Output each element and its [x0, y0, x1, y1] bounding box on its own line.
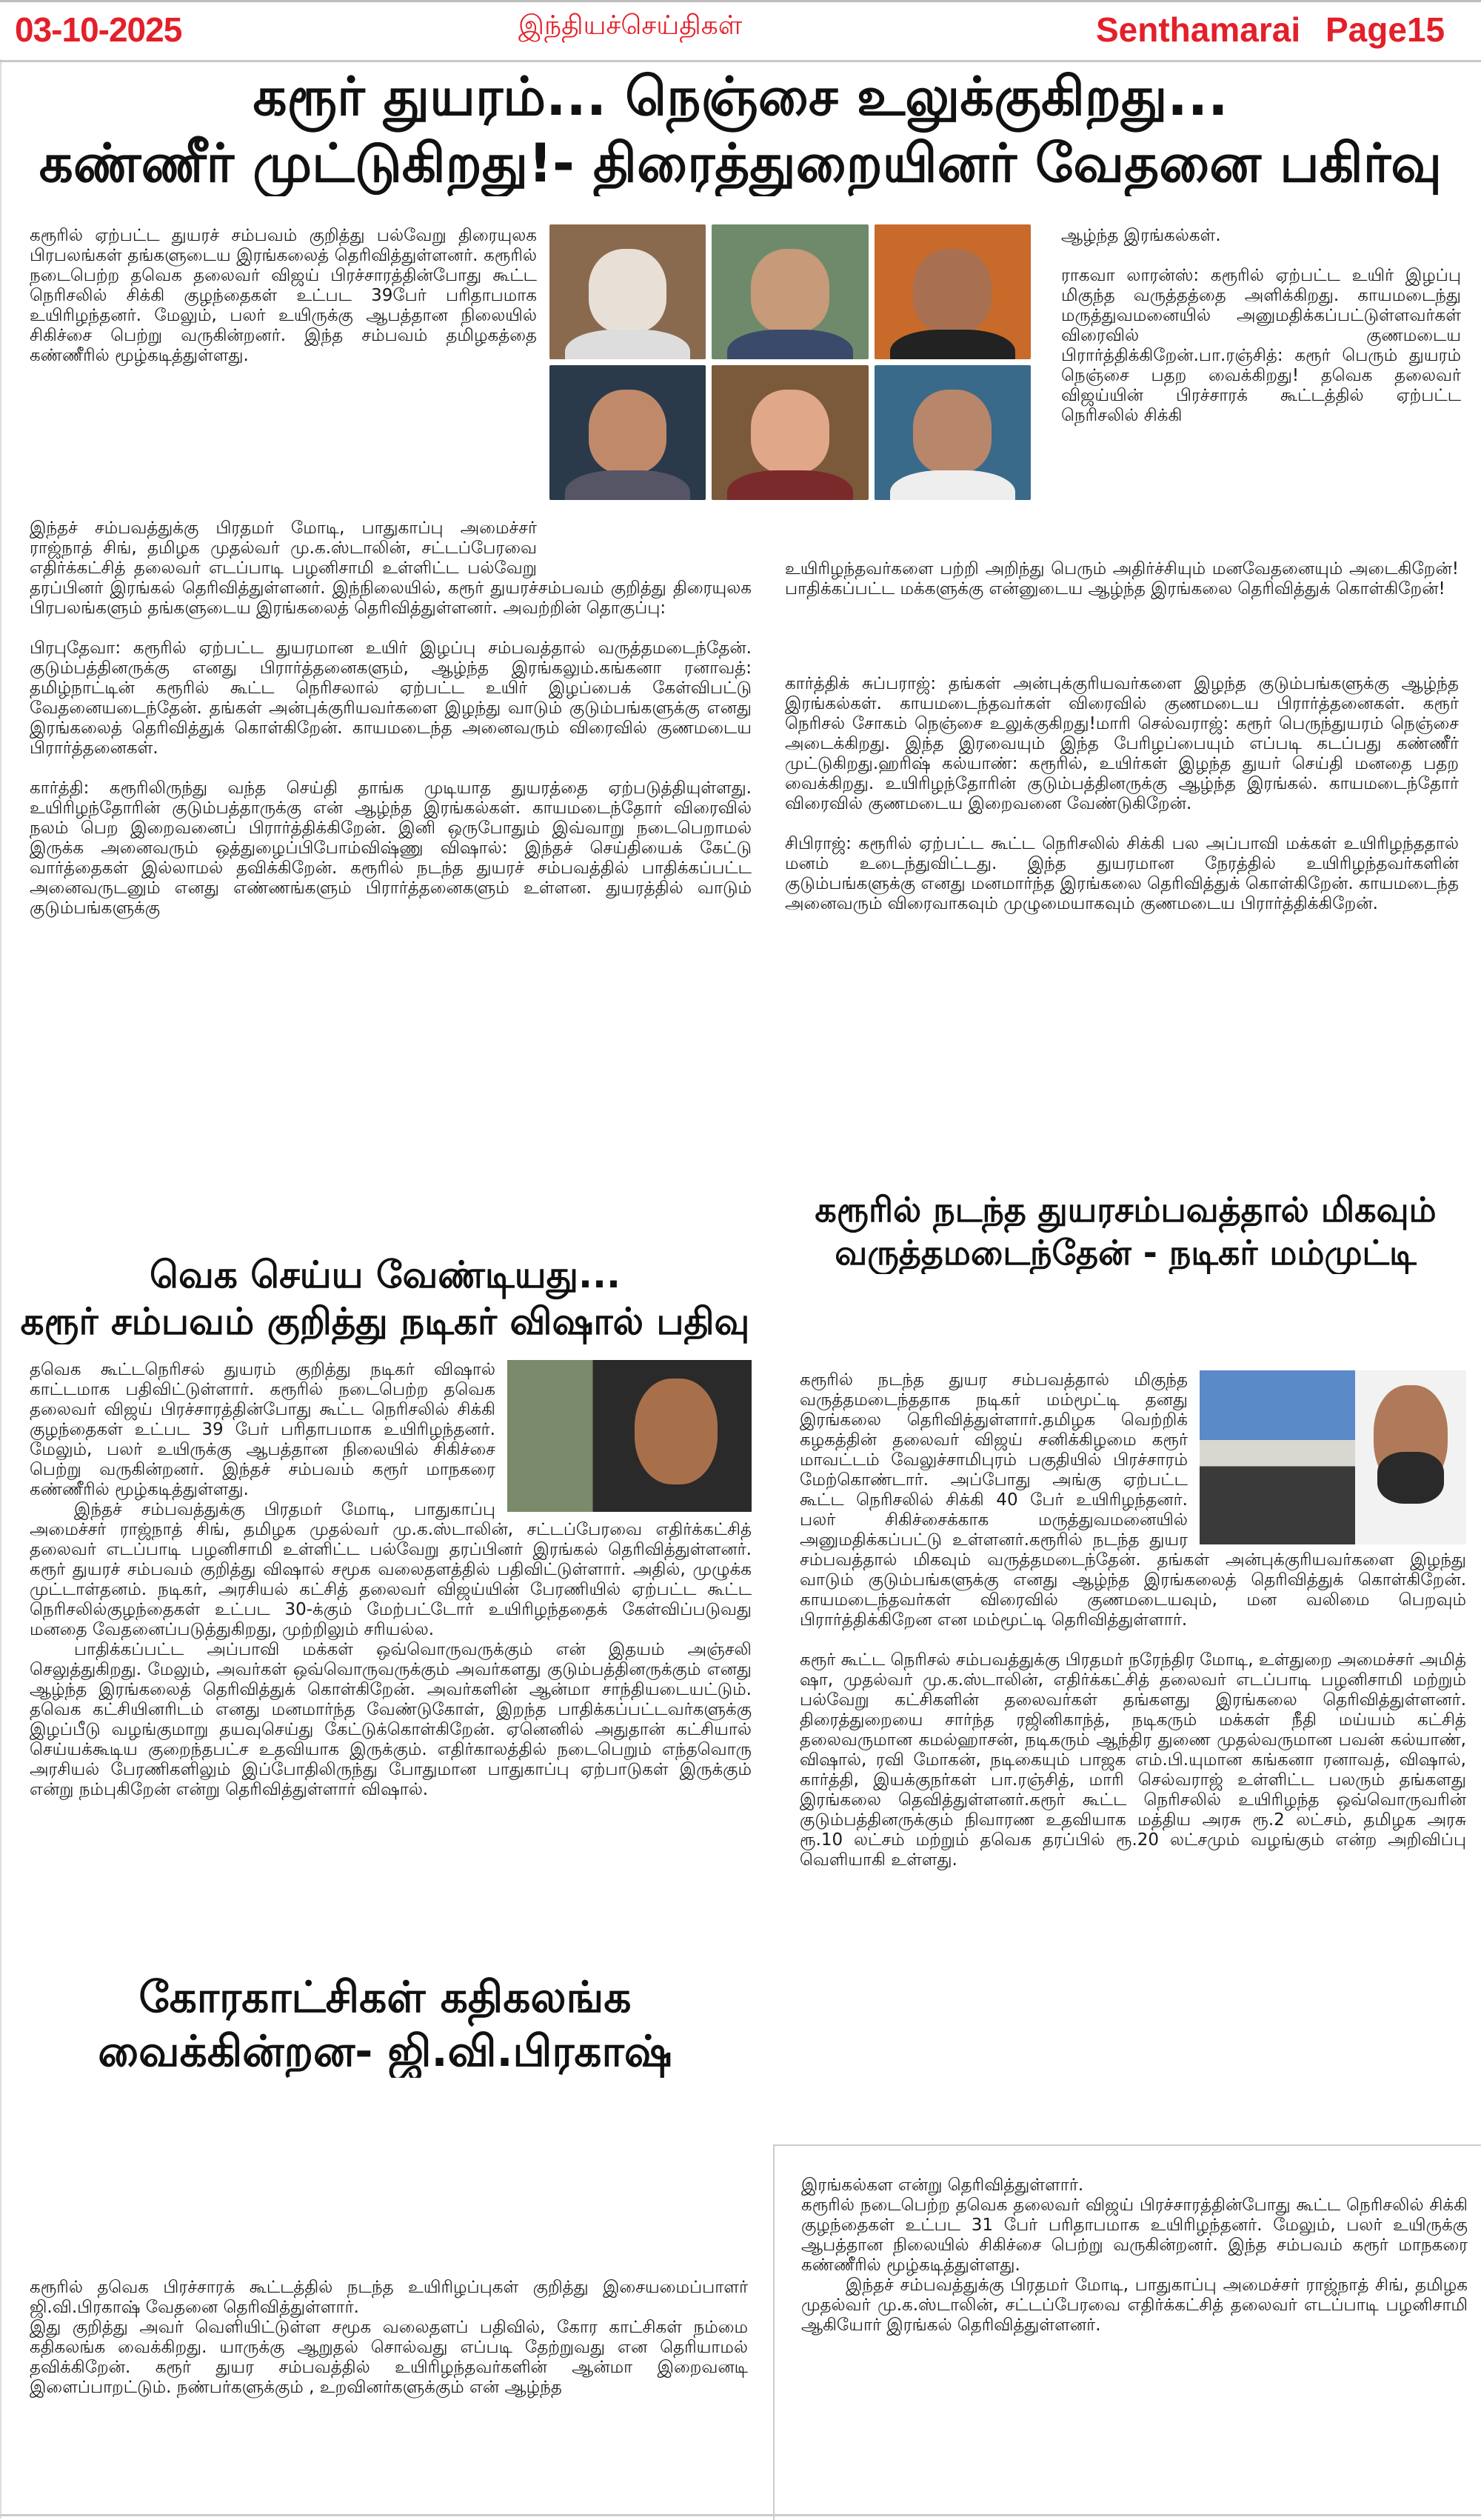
- mammootty-article: [800, 1370, 1466, 2130]
- gv-headline-line2: வைக்கின்றன- ஜி.வி.பிரகாஷ்: [98, 2025, 672, 2076]
- issue-date: 03-10-2025: [15, 10, 182, 49]
- vishal-article-p2: இந்தச் சம்பவத்துக்கு பிரதமர் மோடி, பாதுகாப்பு அமைச்சர் ராஜ்நாத் சிங், தமிழக முதல்வர் மு.க.ஸ்டாலின், சட்டப்பேரவை எதிர்க்கட்சித் தலைவர் எடப்பாடி பழனிசாமி உள்ளிட்ட பல்வேறு தரப்பினர் இரங்கல் தெரிவித்துள்ளனர். கரூர் துயரச் சம்பவம் குறித்து விஷால் சமூக வலைதளத்தில் பதிவிட்டுள்ளார். அதில், முழுக்க முட்டாள்தனம். நடிகர், அரசியல் கட்சித் தலைவர் விஜய்யின் பேரணியில் ஏற்பட்ட கூட்ட நெரிசலில்குழந்தைகள் உட்பட 30-க்கும் மேற்பட்டோர் உயிரிழந்ததைக் கேள்விப்படுவது மனதை வேதனைப்படுத்துகிறது, முற்றிலும் சரியல்ல.: [30, 1500, 752, 1639]
- lead-intro: [30, 226, 537, 506]
- mammootty-article-p2: கரூர் கூட்ட நெரிசல் சம்பவத்துக்கு பிரதமர் நரேந்திர மோடி, உள்துறை அமைச்சர் அமித் ஷா, முதல்வர் மு.க.ஸ்டாலின், எதிர்க்கட்சித் தலைவர் எடப்பாடி பழனிசாமி மற்றும் பல்வேறு கட்சிகளின் தலைவர்கள் தங்களது இரங்கலை தெரிவித்துள்ளனர். திரைத்துறையை சார்ந்த ரஜினிகாந்த், நடிகரும் மக்கள் நீதி மய்யம் கட்சித் தலைவருமான கமல்ஹாசன், நடிகரும் ஆந்திர துணை முதல்வருமான பவன் கல்யாண், விஷால், ரவி மோகன், நடிகையும் பாஜக எம்.பி.யுமான கங்கனா ரனாவத், விஷால், கார்த்தி, இயக்குநர்கள் பா.ரஞ்சித், மாரி செல்வராஜ் உள்ளிட்ட பலரும் தங்களது இரங்கலை தெவித்துள்ளனர்.கரூர் கூட்ட நெரிசலில் உயிரிழந்த ஒவ்வொருவரின் குடும்பத்தினருக்கும் நிவாரண உதவியாக மத்திய அரசு ரூ.2 லட்சம், தமிழக அரசு ரூ.10 லட்சம் மற்றும் தவெக தரப்பில் ரூ.20 லட்சமும் வழங்கும் என்ற அறிவிப்பு வெளியாகி உள்ளது.: [800, 1650, 1466, 1870]
- vishal-article-p3: பாதிக்கப்பட்ட அப்பாவி மக்கள் ஒவ்வொருவருக்கும் என் இதயம் அஞ்சலி செலுத்துகிறது. மேலும், அவர்கள் ஒவ்வொருவருக்கும் அவர்களது குடும்பத்தினருக்கும் எனது ஆழ்ந்த இரங்கலைத் தெரிவித்துக் கொள்கிறேன். அவர்களின் ஆன்மா சாந்தியடையட்டும். தவெக கட்சியினரிடம் எனது மனமார்ந்த வேண்டுகோள், இறந்த பாதிக்கப்பட்டவர்களுக்கு இழப்பீடு வழங்குமாறு தயவுசெய்து கேட்டுக்கொள்கிறேன். ஏனெனில் அதுதான் கட்சியால் செய்யக்கூடிய குறைந்தபட்ச உதவியாக இருக்கும். எதிர்காலத்தில் நடைபெறும் எந்தவொரு அரசியல் பேரணிகளிலும் இப்போதிலிருந்து போதுமான பாதுகாப்பு ஏற்பாடுகள் இருக்கும் என்று நம்புகிறேன் என்று தெரிவித்துள்ளார் விஷால்.: [30, 1640, 752, 1799]
- section-title: இந்தியச்செய்திகள்: [518, 10, 743, 40]
- right-top-column: [1061, 226, 1461, 546]
- mammootty-photo: [1200, 1370, 1466, 1544]
- mammootty-headline-line1: கரூரில் நடந்த துயரசம்பவத்தால் மிகவும்: [815, 1190, 1437, 1230]
- gv-article-p2: இது குறித்து அவர் வெளியிட்டுள்ள சமூக வலைதளப் பதிவில், கோர காட்சிகள் நம்மை கதிகலங்க வைக்கிறது. யாருக்கு ஆறுதல் சொல்வது எப்படி தேற்றுவது என தெரியாமல் தவிக்கிறேன். கரூர் துயர சம்பவத்தில் உயிரிழந்தவர்களின் ஆன்மா இறைவனடி இளைப்பாறட்டும். நண்பர்களுக்கும் , உறவினர்களுக்கும் என் ஆழ்ந்த: [30, 2318, 748, 2397]
- vishal-photo: [507, 1360, 752, 1512]
- celebrity-photo: [875, 365, 1031, 500]
- prabhudeva-quote: பிரபுதேவா: கரூரில் ஏற்பட்ட துயரமான உயிர் இழப்பு சம்பவத்தால் வருத்தமடைந்தேன். குடும்பத்தினருக்கு எனது பிரார்த்தனைகளும், ஆழ்ந்த இரங்கலும்.கங்கனா ரனாவத்: தமிழ்நாட்டின் கரூரில் கூட்ட நெரிசலால் ஏற்பட்ட உயிர் இழப்பைக் கேள்விபட்டு வேதனையடைந்தேன். தங்கள் அன்புக்குரியவர்களை இழந்து வாடும் குடும்பங்களுக்கு எனது இரங்கலைத் தெரிவித்துக் கொள்கிறேன். காயமடைந்த அனைவரும் விரைவில் குணமடைய பிரார்த்தனைகள்.: [30, 639, 752, 758]
- continuation-text: [801, 2176, 1468, 2516]
- main-headline-line1: கரூர் துயரம்... நெஞ்சை உலுக்குகிறது...: [253, 65, 1228, 127]
- sibiraj-quote: சிபிராஜ்: கரூரில் ஏற்பட்ட கூட்ட நெரிசலில் சிக்கி பல அப்பாவி மக்கள் உயிரிழந்ததால் மனம் உடைந்துவிட்டது. இந்த துயரமான நேரத்தில் உயிரிழந்தவர்களின் குடும்பங்களுக்கு எனது மனமார்ந்த இரங்கலை தெரிவித்துக் கொள்கிறேன். காயமடைந்த அனைவரும் விரைவாகவும் முழுமையாகவும் குணமடைய பிரார்த்திக்கிறேன்.: [785, 834, 1459, 913]
- continuation-box: [773, 2144, 1481, 2520]
- celebrity-photo: [549, 224, 706, 359]
- ranjith-quote-cont: உயிரிழந்தவர்களை பற்றி அறிந்து பெரும் அதிர்ச்சியும் மனவேதனையும் அடைகிறேன்! பாதிக்கப்பட்ட மக்களுக்கு என்னுடைய ஆழ்ந்த இரங்கலை தெரிவித்துக் கொள்கிறேன்!: [785, 559, 1459, 599]
- page-header: [0, 0, 1481, 62]
- celebrity-photo: [875, 224, 1031, 359]
- celebrity-photo-grid: [549, 224, 1031, 500]
- newspaper-name: Senthamarai: [1096, 10, 1301, 49]
- box-p2: இந்தச் சம்பவத்துக்கு பிரதமர் மோடி, பாதுகாப்பு அமைச்சர் ராஜ்நாத் சிங், தமிழக முதல்வர் மு.க.ஸ்டாலின், சட்டப்பேரவை எதிர்க்கட்சித் தலைவர் எடப்பாடி பழனிசாமி ஆகியோர் இரங்கல் தெரிவித்துள்ளனர்.: [801, 2276, 1468, 2335]
- lead-right-column: [785, 674, 1459, 1174]
- vishal-article: [30, 1360, 752, 1940]
- karthik-subbaraj-quote: கார்த்திக் சுப்பராஜ்: தங்கள் அன்புக்குரியவர்களை இழந்த குடும்பங்களுக்கு ஆழ்ந்த இரங்கல்கள். காயமடைந்தவர்கள் விரைவில் குணமடைய பிரார்த்தனைகள். கரூர் நெரிசல் சோகம் நெஞ்சை உலுக்குகிறது!மாரி செல்வராஜ்: கரூர் பெருந்துயரம் நெஞ்சை அடைக்கிறது. இந்த இரவையும் இந்த பேரிழப்பையும் எப்படி கடப்பது கண்ணீர் முட்டுகிறது.ஹரிஷ் கல்யாண்: கரூரில், உயிர்கள் இழந்த துயர் செய்தி மனதை பதற வைக்கிறது. உயிரிழந்தோரின் குடும்பத்தினருக்கு ஆழ்ந்த இரங்கல். காயமடைந்தோர் விரைவில் குணமடைய இறைவனை வேண்டுகிறேன்.: [785, 674, 1459, 813]
- vishal-headline: [15, 1252, 755, 1344]
- lead-intro-text: கரூரில் ஏற்பட்ட துயரச் சம்பவம் குறித்து பல்வேறு திரையுலக பிரபலங்கள் தங்களுடைய இரங்கலைத் தெரிவித்துள்ளனர். கரூரில் நடைபெற்ற தவெக தலைவர் விஜய் பிரச்சாரத்தின்போது கூட்ட நெரிசலில் சிக்கி குழந்தைகள் உட்பட 39பேர் பரிதாபமாக உயிரிழந்தனர். மேலும், பலர் உயிருக்கு ஆபத்தான நிலையில் சிகிச்சை பெற்று வருகின்றனர். இந்த சம்பவம் தமிழகத்தை கண்ணீரில் மூழ்கடித்துள்ளது.: [30, 226, 537, 365]
- vishal-headline-line2: கரூர் சம்பவம் குறித்து நடிகர் விஷால் பதிவு: [20, 1299, 750, 1343]
- page-border: [0, 59, 1, 2519]
- main-headline: [0, 63, 1481, 196]
- page-bottom-rule: [0, 2514, 1481, 2516]
- right-wide-continuation: [785, 559, 1459, 659]
- gv-prakash-headline: [15, 1970, 755, 2078]
- box-p1: கரூரில் நடைபெற்ற தவெக தலைவர் விஜய் பிரச்சாரத்தின்போது கூட்ட நெரிசலில் சிக்கி குழந்தைகள் உட்பட 31 பேர் பரிதாபமாக உயிரிழந்தனர். மேலும், பலர் உயிருக்கு ஆபத்தான நிலையில் சிகிச்சை பெற்று வருகின்றனர். இந்த சம்பவம் கரூர் மாநகரை கண்ணீரில் மூழ்கடித்துள்ளது.: [801, 2196, 1468, 2275]
- lawrence-quote: ராகவா லாரன்ஸ்: கரூரில் ஏற்பட்ட உயிர் இழப்பு மிகுந்த வருத்தத்தை அளிக்கிறது. காயமடைந்து மருத்துவமனையில் அனுமதிக்கப்பட்டுள்ளவர்கள் விரைவில் குணமடைய பிரார்த்திக்கிறேன்.பா.ரஞ்சித்: கரூர் பெரும் துயரம் நெஞ்சை பதற வைக்கிறது! தவெக தலைவர் விஜய்யின் பிரச்சாரக் கூட்டத்தில் ஏற்பட்ட நெரிசலில் சிக்கி: [1061, 266, 1461, 425]
- karthi-quote: கார்த்தி: கரூரிலிருந்து வந்த செய்தி தாங்க முடியாத துயரத்தை ஏற்படுத்தியுள்ளது. உயிரிழந்தோரின் குடும்பத்தாருக்கு என் ஆழ்ந்த இரங்கல்கள். காயமடைந்தோர் விரைவில் நலம் பெற இறைவனைப் பிரார்த்திக்கிறேன். இனி ஒருபோதும் இவ்வாறு நடைபெறாமல் இருக்க அனைவரும் ஒத்துழைப்பிபோம்விஷ்ணு விஷால்: இந்தச் செய்தியைக் கேட்டு வார்த்தைகள் இல்லாமல் தவிக்கிறேன். கரூரில் நடந்த துயரச் சம்பவத்தில் பாதிக்கப்பட்ட அனைவருடனும் எனது எண்ணங்களும் பிரார்த்தனைகளும் உள்ளன. துயரத்தில் வாடும் குடும்பங்களுக்கு: [30, 779, 752, 918]
- celebrity-photo: [712, 365, 868, 500]
- gv-headline-line1: கோரகாட்சிகள் கதிகலங்க: [138, 1972, 632, 2022]
- lead-left-column: [30, 519, 752, 1239]
- mammootty-article-p1: கரூரில் நடந்த துயர சம்பவத்தால் மிகுந்த வருத்தமடைந்ததாக நடிகர் மம்மூட்டி தனது இரங்கலை தெரிவித்துள்ளார்.தமிழக வெற்றிக் கழகத்தின் தலைவர் விஜய் சனிக்கிழமை கரூர் மாவட்டம் வேலுச்சாமிபுரம் பகுதியில் பிரச்சாரம் மேற்கொண்டார். அப்போது அங்கு ஏற்பட்ட கூட்ட நெரிசலில் சிக்கி 40 பேர் உயிரிழந்தனர். பலர் சிகிச்சைக்காக மருத்துவமனையில் அனுமதிக்கப்பட்டு உள்ளனர்.கரூரில் நடந்த துயர சம்பவத்தால் மிகவும் வருத்தமடைந்தேன். தங்கள் அன்புக்குரியவர்களை இழந்து வாடும் குடும்பங்களுக்கு எனது ஆழ்ந்த இரங்கலைத் தெரிவித்துக் கொள்கிறேன். காயமடைந்தவர்கள் விரைவில் குணமடையவும், மன வலிமை பெறவும் பிரார்த்திக்கிறேன என மம்மூட்டி தெரிவித்துள்ளார்.: [800, 1370, 1466, 1630]
- leaders-condolence-para: இந்தச் சம்பவத்துக்கு பிரதமர் மோடி, பாதுகாப்பு அமைச்சர் ராஜ்நாத் சிங், தமிழக முதல்வர் மு.க.ஸ்டாலின், சட்டப்பேரவை எதிர்க்கட்சித் தலைவர் எடப்பாடி பழனிசாமி உள்ளிட்ட பல்வேறு தரப்பினர் இரங்கல் தெரிவித்துள்ளனர். இந்நிலையில், கரூர் துயரச்சம்பவம் குறித்து திரையுலக பிரபலங்களும் தங்களுடைய இரங்கலைத் தெரிவித்துள்ளனர். அவற்றின் தொகுப்பு:: [30, 519, 752, 618]
- page-number: Page15: [1325, 10, 1445, 49]
- box-p0: இரங்கல்கள என்று தெரிவித்துள்ளார்.: [801, 2176, 1084, 2195]
- mammootty-headline-line2: வருத்தமடைந்தேன் - நடிகர் மம்முட்டி: [835, 1232, 1417, 1273]
- main-headline-line2: கண்ணீர் முட்டுகிறது!- திரைத்துறையினர் வேதனை பகிர்வு: [39, 132, 1442, 194]
- celebrity-photo: [712, 224, 868, 359]
- gv-prakash-article: [30, 2278, 748, 2498]
- vishal-article-p1: தவெக கூட்டநெரிசல் துயரம் குறித்து நடிகர் விஷால் காட்டமாக பதிவிட்டுள்ளார். கரூரில் நடைபெற்ற தவெக தலைவர் விஜய் பிரச்சாரத்தின்போது கூட்ட நெரிசலில் சிக்கி குழந்தைகள் உட்பட 39 பேர் பரிதாபமாக உயிரிழந்தனர். மேலும், பலர் உயிருக்கு ஆபத்தான நிலையில் சிகிச்சை பெற்று வருகின்றனர். இந்தச் சம்பவம் கரூர் மாநகரை கண்ணீரில் மூழ்கடித்துள்ளது.: [30, 1360, 495, 1499]
- gv-article-p1: கரூரில் தவெக பிரச்சாரக் கூட்டத்தில் நடந்த உயிரிழப்புகள் குறித்து இசையமைப்பாளர் ஜி.வி.பிரகாஷ் வேதனை தெரிவித்துள்ளார்.: [30, 2278, 748, 2317]
- condolence-tail: ஆழ்ந்த இரங்கல்கள்.: [1061, 226, 1221, 245]
- mammootty-headline: [785, 1189, 1466, 1274]
- vishal-headline-line1: வெக செய்ய வேண்டியது...: [150, 1253, 621, 1296]
- celebrity-photo: [549, 365, 706, 500]
